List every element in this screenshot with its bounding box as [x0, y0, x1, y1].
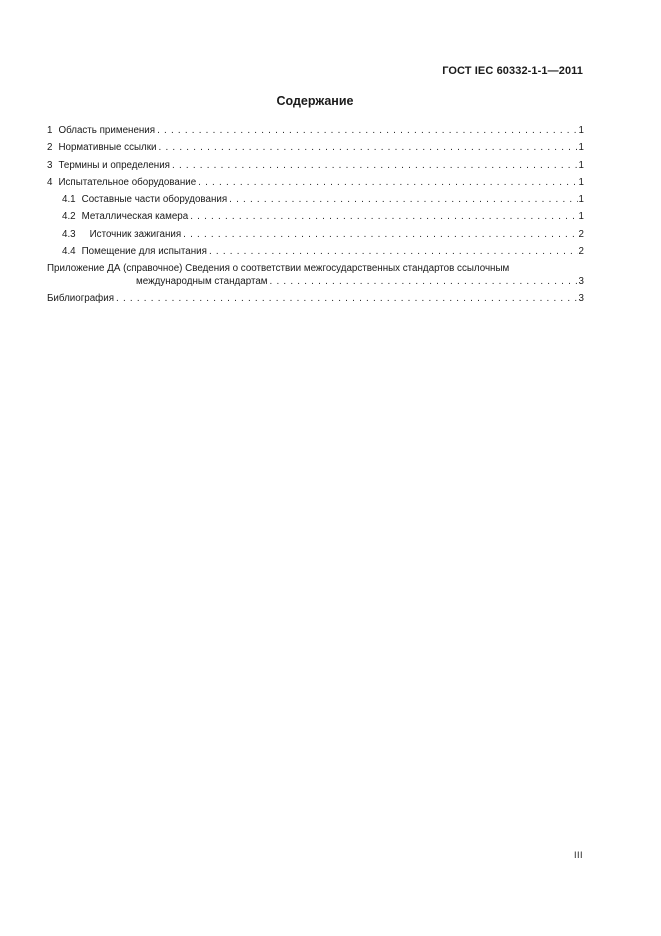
toc-entry-label: Источник зажигания [89, 228, 182, 240]
toc-entry-4[interactable] [47, 174, 584, 191]
document-header: ГОСТ IEC 60332-1-1—2011 [442, 65, 583, 77]
toc-entry-label: Помещение для испытания [81, 246, 207, 258]
toc-dot-leader [190, 208, 577, 225]
toc-entry-number: 4 [47, 176, 53, 188]
toc-entry-4-1[interactable] [47, 191, 584, 208]
toc-dot-leader [229, 191, 577, 208]
toc-entry-1[interactable] [47, 122, 584, 139]
toc-entry-2[interactable] [47, 139, 584, 156]
toc-entry-number: 4.2 [62, 211, 76, 223]
toc-entry-number: 2 [47, 142, 53, 154]
toc-dot-leader [116, 290, 578, 307]
toc-entry-label: Металлическая камера [81, 211, 189, 223]
toc-bibliography-entry[interactable] [47, 290, 584, 307]
toc-dot-leader [172, 157, 578, 174]
toc-title: Содержание [276, 94, 354, 108]
toc-dot-leader [159, 139, 578, 156]
toc-entry-page: 1 [578, 125, 584, 136]
toc-annex-label-continued: международным стандартам [136, 276, 268, 288]
toc-entry-number: 4.1 [62, 194, 76, 206]
toc-dot-leader [183, 226, 577, 243]
toc-entry-number: 4.4 [62, 246, 76, 258]
toc-entry-label: Область применения [58, 125, 156, 136]
toc-entry-4-2[interactable] [47, 208, 584, 225]
toc-entry-4-4[interactable] [47, 243, 584, 260]
toc-entry-page: 2 [578, 246, 584, 258]
toc-entry-label: Библиография [47, 293, 115, 305]
toc-annex-title[interactable]: Приложение ДА (справочное) Сведения о соответствии межгосударственных стандартов ссылочным [47, 263, 510, 275]
toc-entry-page: 1 [578, 142, 584, 154]
toc-annex-entry[interactable] [47, 275, 584, 288]
toc-entry-3[interactable] [47, 157, 584, 174]
toc-entry-number: 1 [47, 125, 53, 136]
toc-entry-4-3[interactable] [47, 226, 584, 243]
toc-entry-page: 1 [578, 194, 584, 206]
toc-entry-page: 1 [578, 211, 584, 223]
toc-dot-leader [270, 275, 578, 288]
table-of-contents [47, 122, 584, 308]
toc-entry-label: Термины и определения [58, 159, 170, 171]
toc-entry-page: 2 [578, 228, 584, 240]
toc-entry-label: Испытательное оборудование [58, 176, 197, 188]
toc-dot-leader [157, 122, 577, 139]
toc-entry-page: 1 [578, 159, 584, 171]
toc-entry-page: 3 [578, 293, 584, 305]
toc-entry-page: 3 [578, 276, 584, 288]
page-number: III [573, 850, 583, 860]
toc-entry-number: 4.3 [62, 228, 76, 240]
toc-entry-label: Нормативные ссылки [58, 142, 157, 154]
toc-entry-page: 1 [578, 176, 584, 188]
toc-dot-leader [198, 174, 577, 191]
toc-entry-label: Составные части оборудования [81, 194, 228, 206]
toc-entry-number: 3 [47, 159, 53, 171]
toc-dot-leader [209, 243, 578, 260]
